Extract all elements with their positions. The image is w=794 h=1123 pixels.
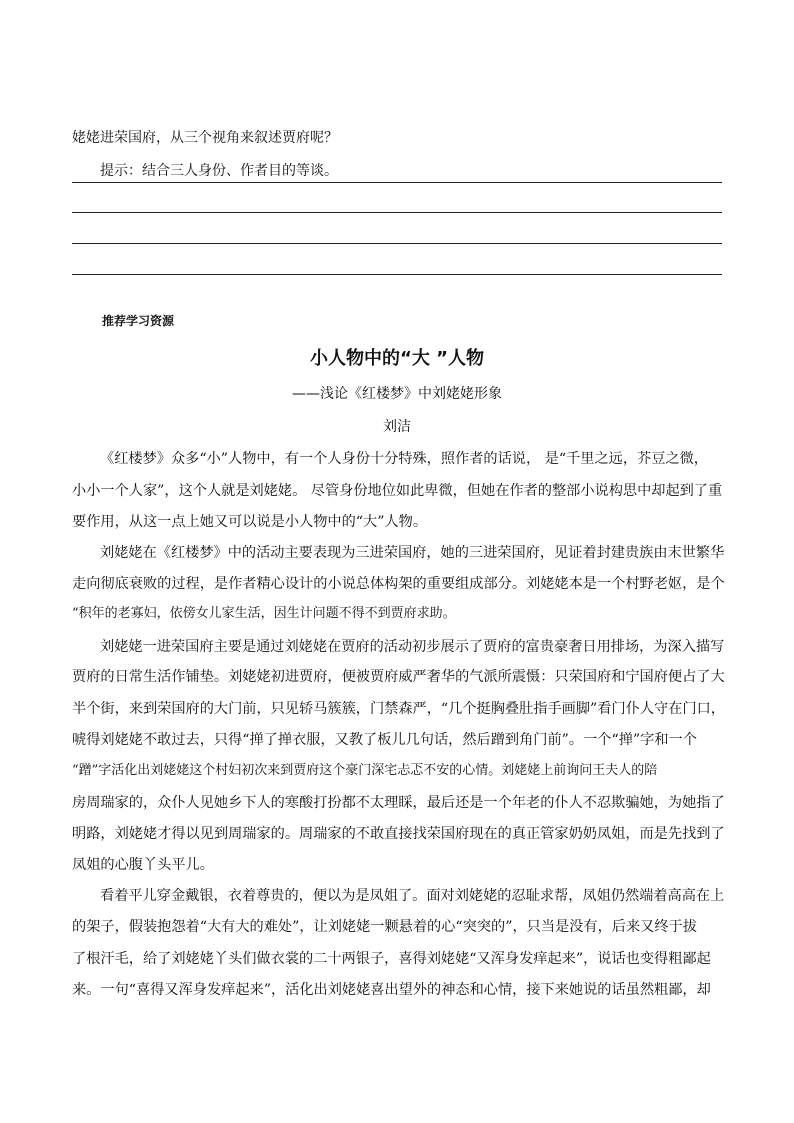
article-line: 半个街，来到荣国府的大门前，只见轿马簇簇，门禁森严，“几个挺胸叠肚指手画脚”看门仆人守在门口，	[72, 701, 725, 717]
article-author: 刘洁	[383, 419, 411, 435]
answer-line-4[interactable]	[72, 274, 722, 275]
article-subtitle: ——浅论《红楼梦》中刘姥姥形象	[292, 386, 502, 402]
article-line: 房周瑞家的，众仆人见她乡下人的寒酸打扮都不太理睬，最后还是一个年老的仆人不忍欺骗她，为她指了	[72, 795, 725, 811]
article-line: 贾府的日常生活作铺垫。刘姥姥初进贾府，便被贾府威严奢华的气派所震慑：只荣国府和宁国府便占了大	[72, 669, 725, 685]
resources-heading: 推荐学习资源	[102, 314, 175, 328]
article-line: 要作用，从这一点上她又可以说是小人物中的“大”人物。	[72, 514, 428, 530]
article-line: 刘姥姥一进荣国府主要是通过刘姥姥在贾府的活动初步展示了贾府的富贵豪奢日用排场，为深入描写	[100, 639, 725, 655]
answer-line-2[interactable]	[72, 212, 722, 213]
article-title: 小人物中的“大 ”人物	[310, 348, 484, 369]
article-line: 的架子，假装抱怨着“大有大的难处”，让刘姥姥一颗悬着的心“突突的”，只当是没有，后来又终于拔	[72, 919, 697, 935]
article-line: 走向彻底衰败的过程，是作者精心设计的小说总体构架的重要组成部分。刘姥姥本是一个村野老妪，是个	[72, 576, 725, 592]
answer-line-1[interactable]	[72, 182, 722, 183]
article-line: 看着平儿穿金戴银，衣着尊贵的，便以为是凤姐了。面对刘姥姥的忍耻求帮，凤姐仍然端着高高在上	[100, 888, 725, 904]
article-line: 了根汗毛，给了刘姥姥丫头们做衣裳的二十两银子，喜得刘姥姥“又浑身发痒起来”，说话也变得粗鄙起	[72, 951, 711, 967]
question-text: 姥姥进荣国府，从三个视角来叙述贾府呢？	[72, 130, 338, 146]
answer-line-3[interactable]	[72, 243, 722, 244]
article-line: 刘姥姥在《红楼梦》中的活动主要表现为三进荣国府，她的三进荣国府，见证着封建贵族由末世繁华	[100, 545, 725, 561]
article-line: 小小一个人家”，这个人就是刘姥姥。 尽管身份地位如此卑微，但她在作者的整部小说构思中却起到了重	[72, 483, 723, 499]
article-line: 凤姐的心腹丫头平儿。	[72, 857, 214, 873]
article-line: 明路，刘姥姥才得以见到周瑞家的。周瑞家的不敢直接找荣国府现在的真正管家奶奶凤姐，而是先找到了	[72, 826, 725, 842]
article-line: “积年的老寡妇，依傍女儿家生活，因生计问题不得不到贾府求助。	[72, 606, 456, 621]
article-line: 《红楼梦》众多“小”人物中，有一个人身份十分特殊，照作者的话说， 是“千里之远，芥豆之微，	[100, 451, 708, 467]
article-line: 唬得刘姥姥不敢过去，只得“掸了掸衣服，又教了板儿几句话，然后蹭到角门前”。一个“掸”字和一个	[72, 732, 697, 748]
article-line: “蹭”字活化出刘姥姥这个村妇初次来到贾府这个豪门深宅忐忑不安的心情。刘姥姥上前询问王夫人的陪	[72, 763, 658, 778]
hint-text: 提示：结合三人身份、作者目的等谈。	[100, 163, 338, 179]
article-line: 来。一句“喜得又浑身发痒起来”，活化出刘姥姥喜出望外的神态和心情，接下来她说的话虽然粗鄙，却	[72, 982, 711, 998]
